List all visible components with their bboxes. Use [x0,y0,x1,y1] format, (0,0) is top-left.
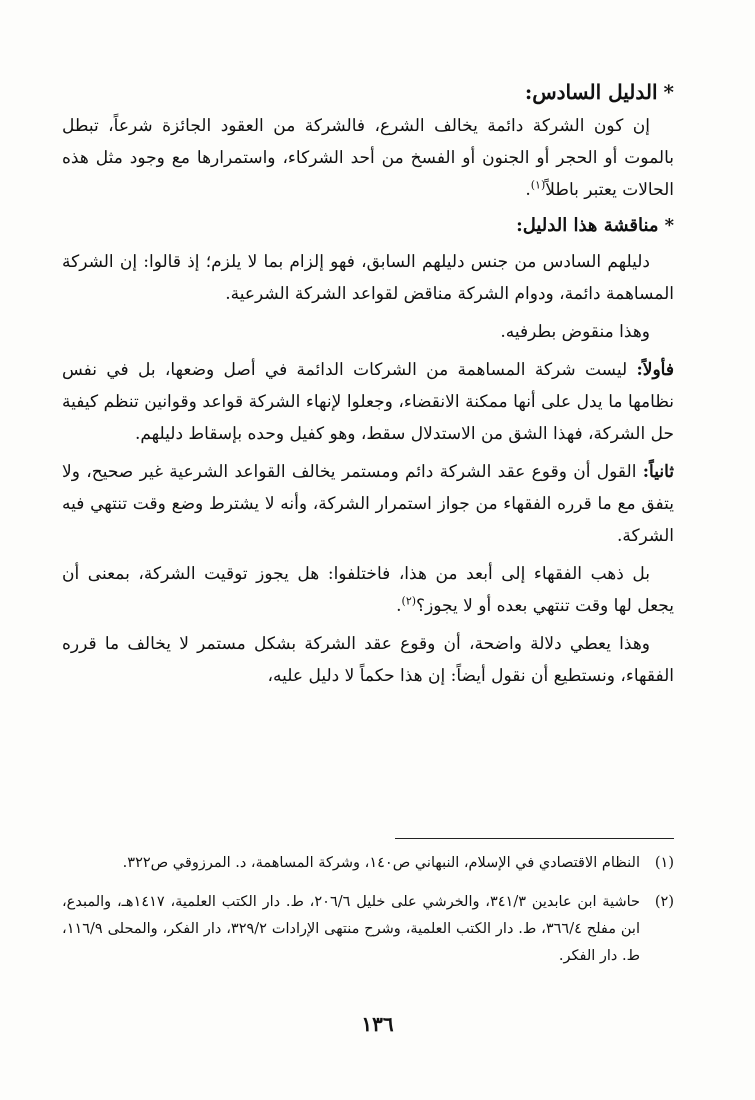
footnote-1 [62,850,674,877]
footnote-number: (١) [654,855,674,871]
paragraph-second-point: ثانياً: القول أن وقوع عقد الشركة دائم ومستمر يخالف القواعد الشرعية غير صحيح، ولا يتفق مع ما قرره الفقهاء من جواز استمرار الشركة، وأنه لا يشترط وضع وقت تنتهي فيه الشركة. [62,462,674,546]
heading-title: الدليل السادس: [524,80,658,104]
footnote-number: (٢) [654,894,674,910]
footnote-text: النظام الاقتصادي في الإسلام، النبهاني ص١٤٠، وشركة المساهمة، د. المرزوقي ص٣٢٢. [122,855,640,871]
second-point-label: ثانياً: [642,462,674,482]
first-point-label: فأولاً: [636,360,674,380]
footnote-2 [62,889,674,970]
footnote-divider [395,838,674,839]
page-number: ١٣٦ [361,1012,394,1036]
paragraph-jurists: بل ذهب الفقهاء إلى أبعد من هذا، فاختلفوا: هل يجوز توقيت الشركة، بمعنى أن يجعل لها وقت تنتهي بعده أو لا يجوز؟$^{(٢)}$. [62,564,674,616]
footnote-ref-1[interactable]: (١) [530,178,546,192]
section-heading [62,78,674,106]
paragraph-discussion-1: دليلهم السادس من جنس دليلهم السابق، فهو إلزام بما لا يلزم؛ إذ قالوا: إن الشركة المساهمة دائمة، ودوام الشركة مناقض لقواعد الشركة الشرعية. [62,252,674,304]
heading-marker: * [663,80,674,104]
footnotes [62,850,674,982]
footnote-ref-2[interactable]: (٢) [401,594,417,608]
paragraph-discussion-2: وهذا منقوض بطرفيه. [500,322,650,342]
paragraph-evidence: إن كون الشركة دائمة يخالف الشرع، فالشركة من العقود الجائزة شرعاً، تبطل بالموت أو الحجر أو الجنون أو الفسخ من أحد الشركاء، واستمرارها مع وجود مثل هذه الحالات يعتبر باطلاً$^{(١)}$. [62,116,674,200]
footnote-text: حاشية ابن عابدين ٣٤١/٣، والخرشي على خليل ٢٠٦/٦، ط. دار الكتب العلمية، ١٤١٧هـ، والمبدع، ابن مفلح ٣٦٦/٤، ط. دار الكتب العلمية، وشرح منتهى الإرادات ٣٢٩/٢، دار الفكر، والمحلى ١١٦/٩، ط. دار الفكر. [62,894,640,964]
page-body [62,78,674,698]
subheading-marker: * [664,215,674,236]
paragraph-first-point: فأولاً: ليست شركة المساهمة من الشركات الدائمة في أصل وضعها، بل في نفس نظامها ما يدل على أنها ممكنة الانقضاء، وجعلوا لإنهاء الشركة قواعد وقوانين تنظم كيفية حل الشركة، فهذا الشق من الاستدلال سقط، وهو كفيل وحده بإسقاط دليلهم. [62,360,674,444]
discussion-heading [62,212,674,240]
paragraph-conclusion: وهذا يعطي دلالة واضحة، أن وقوع عقد الشركة بشكل مستمر لا يخالف ما قرره الفقهاء، ونستطيع أن نقول أيضاً: إن هذا حكماً لا دليل عليه، [62,634,674,686]
subheading-title: مناقشة هذا الدليل: [516,215,659,236]
